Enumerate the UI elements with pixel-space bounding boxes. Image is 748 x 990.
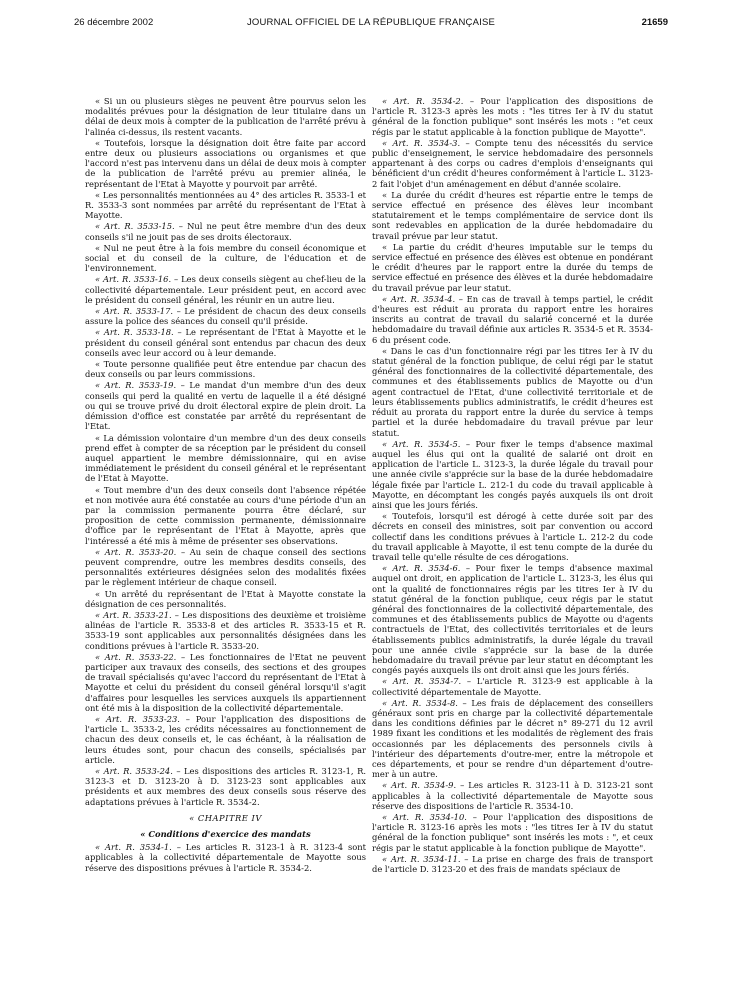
paragraph-text: « La durée du crédit d'heures est répartie entre le temps de service effectué en présence des élèves leur incombant statutairement et le temps complémentaire de service dont ils sont redevables en application de la durée hebdomadaire du travail prévue par leur statut.: [372, 189, 653, 241]
left-column: [85, 96, 366, 980]
article-ref: « Art. R. 3534-6.: [382, 563, 461, 574]
paragraph-text: – Pour l'application des dispositions de l'article L. 3533-2, les crédits nécessaires au fonctionnement de chacun des deux conseils et, le cas échéant, à la réalisation de leurs études sont, pour chacun des conseils, spécialisés par article.: [85, 713, 366, 765]
paragraph: [372, 563, 653, 675]
paragraph: [372, 96, 653, 137]
article-ref: « Art. R. 3533-23.: [95, 713, 180, 724]
article-ref: « Art. R. 3533-17.: [95, 306, 174, 317]
paragraph: [85, 380, 366, 431]
article-ref: « Art. R. 3534-11.: [382, 853, 461, 864]
paragraph: [372, 242, 653, 293]
paragraph-text: – Compte tenu des nécessités du service public d'enseignement, le service hebdomadaire des personnels appartenant à des corps ou cadres d'emplois d'enseignants qui bénéficient d'un crédit d'heures conformément à l'article L. 3123-2 fait l'objet d'un aménagement en début d'année scolaire.: [372, 137, 653, 189]
paragraph-text: – Le mandat d'un membre d'un des deux conseils qui perd la qualité en vertu de laquelle il a été désigné ou qui se trouve privé du droit électoral expire de plein droit. La démission d'office est constatée par arrêté du représentant de l'Etat.: [85, 380, 366, 432]
paragraph-text: « Toute personne qualifiée peut être entendue par chacun des deux conseils ou par leurs commissions.: [85, 359, 366, 380]
article-ref: « Art. R. 3533-21.: [95, 609, 172, 620]
right-column: [372, 96, 653, 980]
paragraph-text: – Pour l'application des dispositions de l'article R. 3123-3 après les mots : "les titres Ier à IV du statut général de la fonction publique" sont insérés les mots : "et ceux régis par le statut applicable à la fonction publique de Mayotte".: [372, 96, 653, 137]
paragraph: [85, 433, 366, 484]
paragraph-text: – Les deux conseils siègent au chef-lieu de la collectivité départementale. Leur président peut, en accord avec le président du conseil général, les réunir en un autre lieu.: [85, 274, 366, 305]
section-heading: « Conditions d'exercice des mandats: [140, 829, 311, 840]
paragraph: [85, 221, 366, 241]
paragraph-text: – Les fonctionnaires de l'Etat ne peuvent participer aux travaux des conseils, des sections et des groupes de travail spécialisés qu'avec l'accord du représentant de l'Etat à Mayotte et celui du président du conseil général lorsqu'il s'agit d'affaires pour lesquelles les services auxquels ils appartiennent ont été mis à la disposition de la collectivité départementale.: [85, 651, 366, 713]
paragraph: [85, 547, 366, 588]
paragraph: [85, 359, 366, 379]
article-ref: « Art. R. 3533-24.: [95, 766, 173, 776]
paragraph: [85, 610, 366, 651]
paragraph-text: « Si un ou plusieurs sièges ne peuvent être pourvus selon les modalités prévues pour la désignation de leur titulaire dans un délai de deux mois à compter de la publication de l'arrêté prévu à l'alinéa ci-dessus, ils restent vacants.: [85, 96, 366, 137]
paragraph-text: – Les dispositions des deuxième et troisième alinéas de l'article R. 3533-8 et des articles R. 3533-15 et R. 3533-19 sont applicables aux personnalités désignées dans les conditions prévues à l'article R. 3533-20.: [85, 609, 366, 651]
paragraph: [372, 698, 653, 780]
paragraph-text: – Au sein de chaque conseil des sections peuvent comprendre, outre les membres desdits conseils, des personnalités extérieures désignées selon des modalités fixées par le règlement intérieur de chaque conseil.: [85, 546, 366, 588]
chapter-heading: « CHAPITRE IV: [189, 812, 262, 823]
page-header: [74, 17, 668, 33]
article-ref: « Art. R. 3534-9.: [382, 780, 457, 791]
right-paragraphs: [372, 96, 653, 874]
paragraph: [372, 294, 653, 345]
paragraph: [85, 589, 366, 609]
paragraph-text: « Toutefois, lorsque la désignation doit être faite par accord entre deux ou plusieurs associations ou organismes et que l'accord n'est pas intervenu dans un délai de deux mois à compter de la publication de l'arrêté prévu au premier alinéa, le représentant de l'Etat à Mayotte y pourvoit par arrêté.: [85, 137, 366, 189]
paragraph: [85, 138, 366, 189]
article-ref: « Art. R. 3534-7.: [382, 676, 462, 687]
left-paragraphs: [85, 96, 366, 807]
left-after-paragraphs: [85, 842, 366, 873]
article-ref: « Art. R. 3534-5.: [382, 438, 461, 449]
paragraph: [85, 306, 366, 326]
paragraph: [85, 652, 366, 713]
paragraph-text: – Les articles R. 3123-1 à R. 3123-4 sont applicables à la collectivité départementale de Mayotte sous réserve des dispositions prévues à l'article R. 3534-2.: [85, 842, 366, 873]
article-ref: « Art. R. 3534-10.: [382, 812, 467, 823]
article-ref: « Art. R. 3533-18.: [95, 327, 174, 338]
paragraph-text: – Nul ne peut être membre d'un des deux conseils s'il ne jouit pas de ses droits électoraux.: [85, 221, 366, 242]
paragraph-text: – Pour l'application des dispositions de l'article R. 3123-16 après les mots : "les titres Ier à IV du statut général de la fonction publique" sont insérés les mots : ", et ceux régis par le statut applicable à la fonction publique de Mayotte".: [372, 812, 653, 853]
paragraph: [85, 714, 366, 765]
paragraph: [372, 780, 653, 811]
paragraph: [85, 842, 366, 873]
paragraph-text: « Dans le cas d'un fonctionnaire régi par les titres Ier à IV du statut général de la fonction publique, de celui régi par le statut général des fonctionnaires de la collectivité départementale, des communes et des établissements publics de Mayotte ou d'un agent contractuel de l'Etat, d'une collectivité territoriale et de leurs établissements publics administratifs, le crédit d'heures est réduit au prorata du rapport entre la durée du service à temps partiel et la durée hebdomadaire du travail prévue par leur statut.: [372, 345, 653, 438]
paragraph-text: – Le représentant de l'Etat à Mayotte et le président du conseil général sont entendus par chacun des deux conseils avec leur accord ou à leur demande.: [85, 327, 366, 358]
article-ref: « Art. R. 3533-22.: [95, 651, 177, 662]
article-ref: « Art. R. 3533-15.: [95, 221, 175, 232]
paragraph-text: « Nul ne peut être à la fois membre du conseil économique et social et du conseil de la culture, de l'éducation et de l'environnement.: [85, 242, 366, 274]
paragraph-text: – Pour fixer le temps d'absence maximal auquel les élus qui ont la qualité de salarié ont droit en application de l'article L. 3123-3, la durée légale du travail pour une année civile s'apprécie sur la base de la durée hebdomadaire légale fixée par l'article L. 212-1 du code du travail applicable à Mayotte, en décomptant les congés payés auxquels ils ont droit ainsi que les jours fériés.: [372, 438, 653, 510]
paragraph: [372, 346, 653, 438]
paragraph: [85, 190, 366, 221]
paragraph: [85, 485, 366, 546]
article-ref: « Art. R. 3534-4.: [382, 293, 456, 304]
paragraph-text: « Toutefois, lorsqu'il est dérogé à cette durée soit par des décrets en conseil des ministres, soit par convention ou accord collectif dans les conditions prévues à l'article L. 212-2 du code du travail applicable à Mayotte, il est tenu compte de la durée du travail telle qu'elle résulte de ces dérogations.: [372, 511, 653, 562]
article-ref: « Art. R. 3533-19.: [95, 380, 177, 391]
paragraph: [372, 439, 653, 510]
paragraph-text: « Tout membre d'un des deux conseils dont l'absence répétée et non motivée aura été constatée au cours d'une période d'un an par la commission permanente pourra être déclaré, sur proposition de cette commission permanente, démissionnaire d'office par le représentant de l'Etat à Mayotte, après que l'intéressé a été mis à même de présenter ses observations.: [85, 484, 366, 546]
article-ref: « Art. R. 3534-1.: [95, 842, 172, 853]
paragraph: [85, 96, 366, 137]
paragraph: [372, 812, 653, 853]
paragraph: [85, 327, 366, 358]
paragraph: [85, 766, 366, 807]
article-ref: « Art. R. 3534-3.: [382, 137, 461, 148]
article-ref: « Art. R. 3534-2.: [382, 96, 464, 106]
paragraph-text: – L'article R. 3123-9 est applicable à la collectivité départementale de Mayotte.: [372, 676, 653, 697]
paragraph-text: – Les articles R. 3123-11 à D. 3123-21 sont applicables à la collectivité départementale de Mayotte sous réserve des dispositions de l'article R. 3534-10.: [372, 780, 653, 811]
paragraph: [85, 243, 366, 274]
paragraph-text: « La démission volontaire d'un membre d'un des deux conseils prend effet à compter de sa réception par le président du conseil auquel appartient le membre démissionnaire, qui en avise immédiatement le président du conseil général et le représentant de l'Etat à Mayotte.: [85, 432, 366, 484]
article-ref: « Art. R. 3533-20.: [95, 546, 177, 557]
paragraph-text: – La prise en charge des frais de transport de l'article D. 3123-20 et des frais de mandats spéciaux de: [372, 853, 653, 875]
paragraph: [372, 676, 653, 696]
header-date: 26 décembre 2002: [74, 17, 154, 28]
paragraph-text: – Le président de chacun des deux conseils assure la police des séances du conseil qu'il préside.: [85, 306, 366, 327]
page-number: 21659: [641, 17, 668, 28]
paragraph-text: – Pour fixer le temps d'absence maximal auquel ont droit, en application de l'article L. 3123-3, les élus qui ont la qualité de fonctionnaires régis par les titres Ier à IV du statut général de la fonction publique, ceux régis par le statut général des fonctionnaires de la collectivité départementale, des communes et des établissements publics de Mayotte ou d'agents contractuels de l'Etat, des collectivités territoriales et de leurs établissements publics administratifs, la durée légale du travail pour une année civile s'apprécie sur la base de la durée hebdomadaire du travail prévue par leur statut en décomptant les congés payés auxquels ils ont droit ainsi que les jours fériés.: [372, 563, 653, 676]
paragraph-text: « Les personnalités mentionnées au 4° des articles R. 3533-1 et R. 3533-3 sont nommées par arrêté du représentant de l'Etat à Mayotte.: [85, 189, 366, 221]
article-ref: « Art. R. 3534-8.: [382, 697, 458, 708]
article-ref: « Art. R. 3533-16.: [95, 274, 172, 285]
paragraph: [372, 854, 653, 874]
paragraph-text: – Les dispositions des articles R. 3123-1, R. 3123-3 et D. 3123-20 à D. 3123-23 sont applicables aux présidents et aux membres des deux conseils sous réserve des adaptations prévues à l'article R. 3534-2.: [85, 766, 366, 807]
paragraph: [372, 190, 653, 241]
paragraph-text: – Les frais de déplacement des conseillers généraux sont pris en charge par la collectivité départementale dans les conditions définies par le décret n° 89-271 du 12 avril 1989 fixant les conditions et les modalités de règlement des frais occasionnés par les déplacements des personnels civils à l'intérieur des départements d'outre-mer, entre la métropole et ces départements, et pour se rendre d'un département d'outre-mer à un autre.: [372, 697, 653, 780]
paragraph: [85, 274, 366, 305]
journal-title: JOURNAL OFFICIEL DE LA RÉPUBLIQUE FRANÇAISE: [246, 17, 496, 28]
paragraph-text: « Un arrêté du représentant de l'Etat à Mayotte constate la désignation de ces personnalités.: [85, 588, 366, 609]
paragraph-text: « La partie du crédit d'heures imputable sur le temps du service effectué en présence des élèves est obtenue en pondérant le crédit d'heures par le rapport entre la durée du temps de service effectué en présence des élèves et la durée hebdomadaire du travail prévue par leur statut.: [372, 241, 653, 293]
paragraph-text: – En cas de travail à temps partiel, le crédit d'heures est réduit au prorata du rapport entre les horaires inscrits au contrat de travail du salarié concerné et la durée hebdomadaire du travail définie aux articles R. 3534-5 et R. 3534-6 du présent code.: [372, 293, 653, 345]
paragraph: [372, 138, 653, 189]
paragraph: [372, 511, 653, 562]
